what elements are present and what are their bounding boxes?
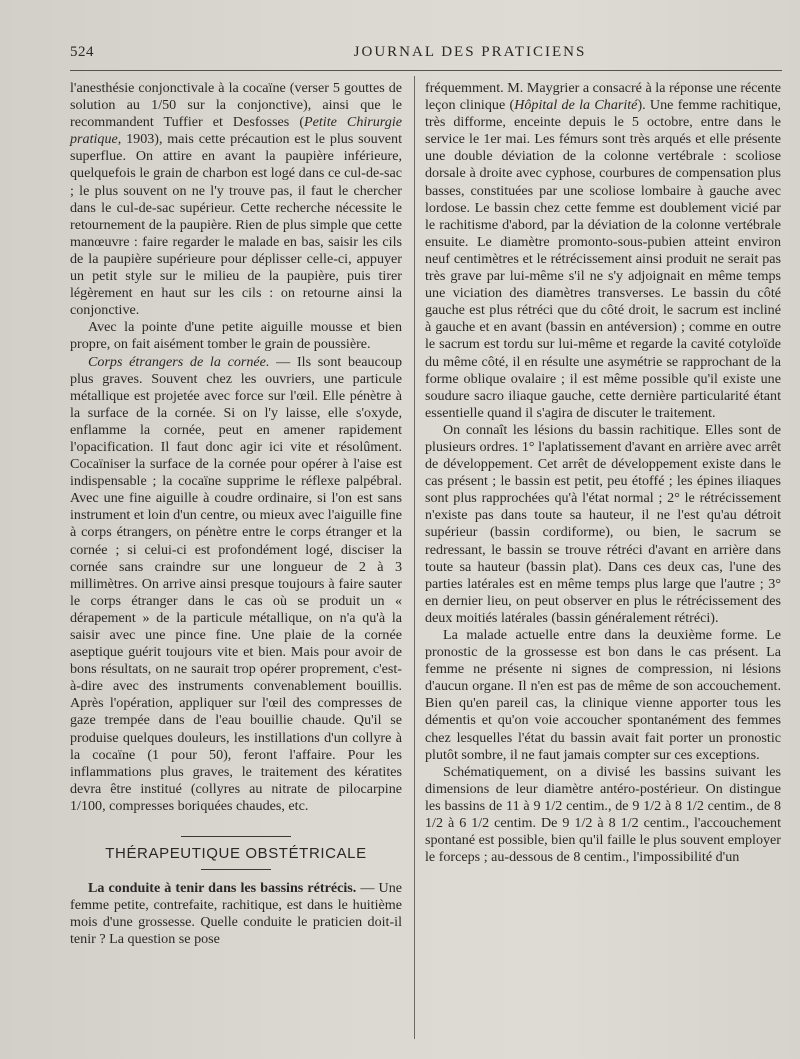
paragraph-text: , 1903), mais cette précaution est le plus souvent superflue. On attire en avant la paupière inférieure, quelquefois le grain de charbon est logé dans ce cul-de-sac ; le plus souvent on ne l'y trouve pas, il faut le chercher dans le cul-de-sac supérieur. Cette recherche nécessite le retournement de la paupière. Rien de plus simple que cette manœuvre : faire regarder le malade en bas, saisir les cils de la paupière supérieure pour déplisser celle-ci, appuyer un petit style sur le milieu de la paupière, puis tirer légèrement en haut sur les cils : on retourne ainsi la conjonctive.: [70, 131, 402, 319]
header-rule: [70, 70, 782, 71]
paragraph-case: [425, 80, 781, 422]
paragraph-text: — Une femme petite, contrefaite, rachitique, est dans le huitième mois d'une grossesse. Quelle conduite le praticien doit-il tenir ? La question se pose: [70, 880, 402, 948]
section-title-text: THÉRAPEUTIQUE OBSTÉTRICALE: [105, 845, 367, 863]
paragraph-text: fréquemment. M. Maygrier a consacré à la réponse une récente leçon clinique (: [425, 80, 781, 114]
column-divider: [414, 76, 415, 1039]
article-title: La conduite à tenir dans les bassins rétrécis.: [88, 880, 357, 897]
paragraph-text: l'anesthésie conjonctivale à la cocaïne (verser 5 gouttes de solution au 1/50 sur la conjonctive), ainsi que le recommandent Tuffier et Desfosses (: [70, 80, 402, 131]
paragraph-text: — Ils sont beaucoup plus graves. Souvent chez les ouvriers, une particule métallique est projetée avec force sur l'œil. Elle pénètre à la surface de la cornée. Si on l'y laisse, elle s'oxyde, enflamme la cornée, peut en amener rapidement l'opacification. Il faut donc agir ici vite et résolûment. Cocaïniser la surface de la cornée pour opérer à l'aise est indispensable ; la cocaïne supprime le réflexe palpébral. Avec une fine aiguille à coudre ordinaire, si l'on est sans instrument et loin d'un centre, ou mieux avec l'aiguille fine à corps étrangers, on pénètre entre le corps étranger et la cornée ; si celui-ci est profondément logé, disciser la cornée sans craindre sur une longueur de 2 à 3 millimètres. On arrive ainsi presque toujours à faire sauter le corps étranger dans le cas où se produit un « dérapement » de la particule métallique, on n'a qu'à la saisir avec une pince fine. Une plaie de la cornée aseptique guérit toujours vite et bien. Mais pour avoir de bons résultats, on ne saurait trop opérer proprement, c'est-à-dire avec des instruments convenablement bouillis. Après l'opération, appliquer sur l'œil des compresses de gaze trempée dans de l'eau bouillie chaude. Qu'il se produise quelques douleurs, les instillations d'un collyre à la cocaïne (1 pour 50), feront l'affaire. Pour les inflammations plus graves, le traitement des kératites devra être institué (collyres au nitrate de pilocarpine 1/100, compresses boriquées chaudes, etc.: [70, 353, 402, 814]
running-head: [70, 44, 782, 68]
book-reference: Petite Chirurgie pratique: [70, 114, 402, 148]
paragraph-conjunctiva: [70, 80, 402, 319]
paragraph-prognosis: La malade actuelle entre dans la deuxième forme. Le pronostic de la grossesse est bon dans le cas présent. La femme ne présente ni signes de compression, ni lésions d'aucun organe. Il n'en est pas de même de son accouchement. Bien qu'en pareil cas, la clinique vienne apporter tous les démentis et qu'on voie accoucher spontanément des femmes chez lesquelles l'état du bassin avait fait porter un pronostic plutôt sombre, il ne faut jamais compter sur ces exceptions.: [425, 627, 781, 763]
paragraph-needle: Avec la pointe d'une petite aiguille mousse et bien propre, on fait aisément tomber le grain de poussière.: [70, 319, 402, 353]
right-column: [425, 80, 781, 866]
left-column: [70, 80, 402, 949]
section-title: [70, 836, 402, 870]
page-number: 524: [70, 44, 94, 60]
paragraph-cornea: [70, 354, 402, 816]
section-rule-bottom: [201, 869, 271, 870]
hospital-reference: Hôpital de la Charité: [514, 97, 638, 114]
section-rule-top: [181, 836, 291, 837]
subsection-heading: Corps étrangers de la cornée.: [88, 353, 270, 370]
paragraph-text: ). Une femme rachitique, très difforme, enceinte depuis le 5 octobre, entre dans le service le 1er mai. Les fémurs sont très arqués et elle présente une double déviation de la colonne vertébrale : scoliose dorsale à droite avec cyphose, courbures de compensation plus basses, constituées par une scoliose lombaire à gauche avec lordose. Le bassin chez cette femme est doublement vicié par le rachitisme d'abord, par la déviation de la colonne vertébrale ensuite. Le diamètre promonto-sous-pubien atteint environ neuf centimètres et le rétrécissement ainsi produit ne serait pas très grave par lui-même s'il ne s'y adjoignait en même temps une viciation des diamètres transverses. Le bassin du côté gauche est plus rétréci que du côté droit, le sacrum est incliné à gauche et en avant (bassin en antéversion) ; comme en outre le sacrum est tordu sur lui-même et regarde la cavité cotyloïde du même côté, il en résulte une asymétrie se rapprochant de la forme oblique ovalaire ; il est même possible qu'il existe une soudure sacro iliaque gauche, cette dernière particularité étant essentielle quand il s'agira de discuter le traitement.: [425, 97, 781, 421]
paragraph-classification: Schématiquement, on a divisé les bassins suivant les dimensions de leur diamètre antéro-postérieur. On distingue les bassins de 11 à 9 1/2 centim., de 9 1/2 à 8 1/2 centim., de 8 1/2 à 6 1/2 centim. De 9 1/2 à 8 1/2 centim., l'accouchement spontané est possible, bien qu'il faille le plus souvent employer le forceps ; au-dessous de 8 centim., l'impossibilité d'un: [425, 763, 781, 866]
journal-title: JOURNAL DES PRATICIENS: [353, 44, 587, 60]
paragraph-lesions: On connaît les lésions du bassin rachitique. Elles sont de plusieurs ordres. 1° l'aplatissement d'avant en arrière avec arrêt de développement. Cet arrêt de développement existe dans le cas présent ; le bassin est petit, peu étoffé ; les épines iliaques sont plus rapprochées qu'à l'état normal ; 2° le rétrécissement n'existe pas dans toute sa hauteur, il ne l'est qu'au détroit supérieur (bassin cordiforme), ou bien, le sacrum se redressant, le bassin se trouve rétréci d'avant en arrière dans toute sa hauteur (bassin plat). Dans ces deux cas, l'une des parties latérales est en même temps plus large que l'autre ; 3° en dernier lieu, on peut observer en plus le rétrécissement des deux moitiés latérales (bassin généralement rétréci).: [425, 421, 781, 626]
article-intro: [70, 880, 402, 948]
